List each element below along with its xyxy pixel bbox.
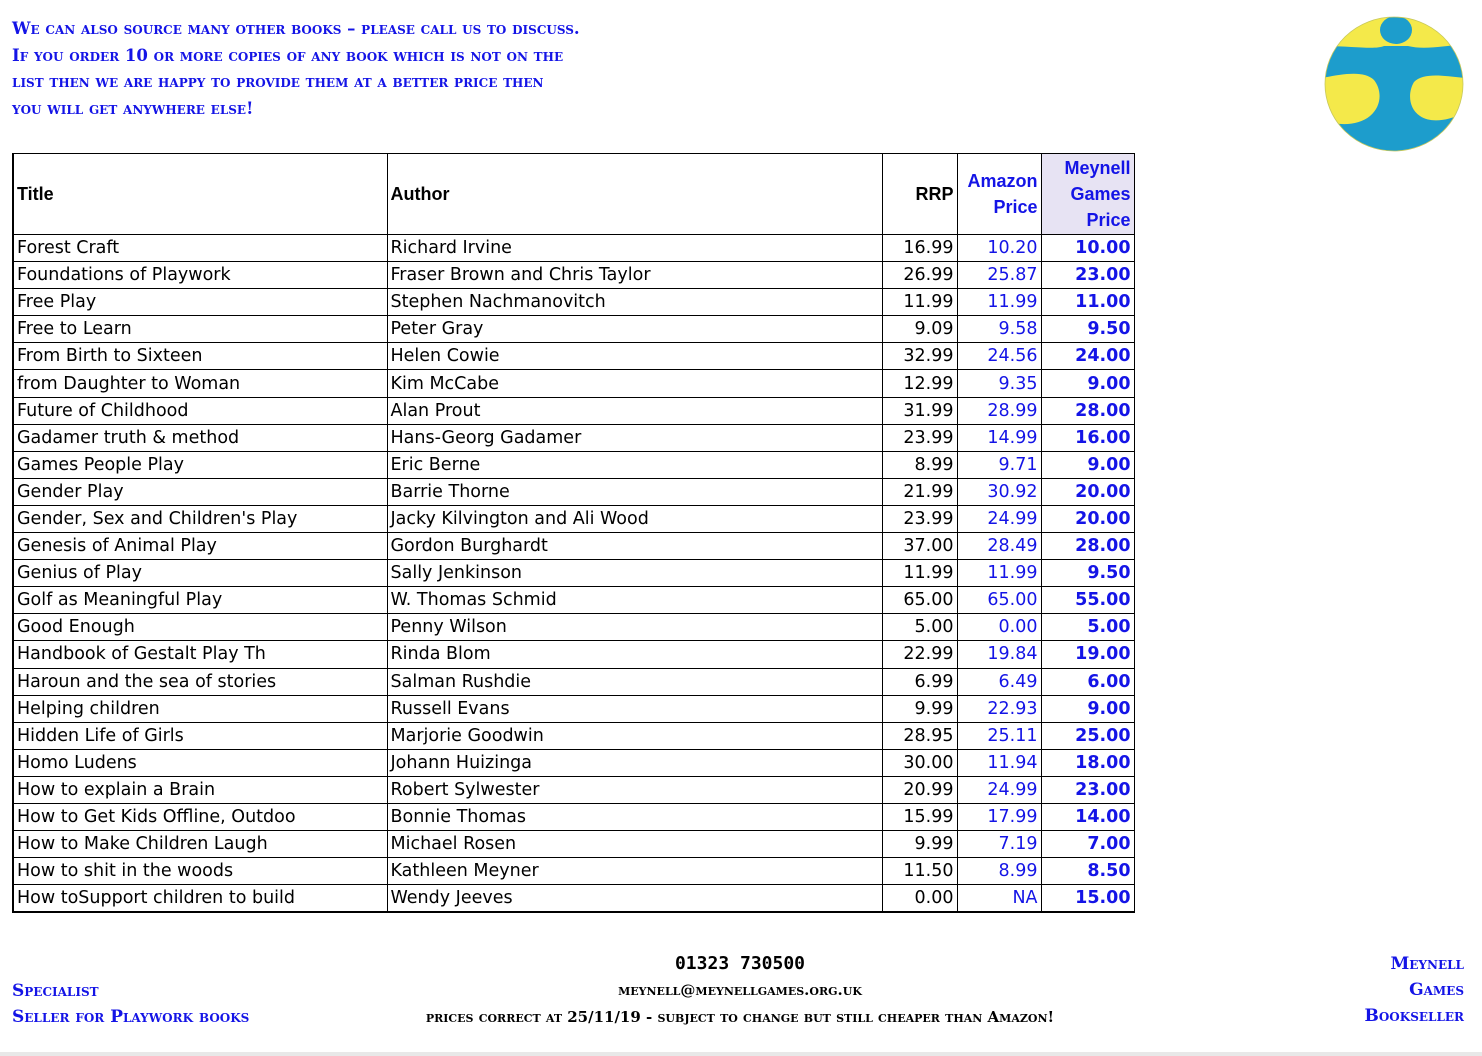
cell-title: How toSupport children to build [13, 885, 387, 913]
footer-brand [1364, 951, 1464, 1029]
header-line: Meynell [1064, 158, 1131, 178]
cell-amazon-price: 28.99 [957, 397, 1041, 424]
header-line: Price [993, 197, 1038, 217]
cell-rrp: 37.00 [882, 533, 957, 560]
cell-rrp: 8.99 [882, 451, 957, 478]
cell-meynell-price: 23.00 [1041, 776, 1134, 803]
cell-title: Free to Learn [13, 316, 387, 343]
cell-amazon-price: 11.99 [957, 560, 1041, 587]
cell-meynell-price: 18.00 [1041, 749, 1134, 776]
phone-number: 01323 730500 [674, 953, 806, 974]
cell-rrp: 28.95 [882, 722, 957, 749]
cell-meynell-price: 55.00 [1041, 587, 1134, 614]
cell-meynell-price: 20.00 [1041, 478, 1134, 505]
cell-author: Kathleen Meyner [387, 858, 882, 885]
cell-amazon-price: 11.99 [957, 289, 1041, 316]
cell-author: Peter Gray [387, 316, 882, 343]
cell-meynell-price: 28.00 [1041, 533, 1134, 560]
cell-title: Foundations of Playwork [13, 262, 387, 289]
cell-author: Eric Berne [387, 451, 882, 478]
table-row [13, 803, 1134, 830]
cell-rrp: 12.99 [882, 370, 957, 397]
cell-amazon-price: 9.58 [957, 316, 1041, 343]
cell-meynell-price: 7.00 [1041, 831, 1134, 858]
cell-title: Games People Play [13, 451, 387, 478]
table-row [13, 587, 1134, 614]
book-price-table [12, 153, 1135, 913]
table-row [13, 858, 1134, 885]
cell-title: Good Enough [13, 614, 387, 641]
cell-title: Genius of Play [13, 560, 387, 587]
cell-rrp: 65.00 [882, 587, 957, 614]
footer-contact [340, 950, 1140, 1031]
footer-left-line: Seller for Playwork books [12, 1007, 250, 1027]
cell-title: Haroun and the sea of stories [13, 668, 387, 695]
table-row [13, 316, 1134, 343]
table-row [13, 831, 1134, 858]
cell-meynell-price: 9.50 [1041, 560, 1134, 587]
cell-amazon-price: 22.93 [957, 695, 1041, 722]
cell-title: Handbook of Gestalt Play Th [13, 641, 387, 668]
cell-title: From Birth to Sixteen [13, 343, 387, 370]
cell-title: Free Play [13, 289, 387, 316]
cell-meynell-price: 11.00 [1041, 289, 1134, 316]
cell-amazon-price: 9.35 [957, 370, 1041, 397]
cell-amazon-price: NA [957, 885, 1041, 913]
cell-rrp: 23.99 [882, 424, 957, 451]
cell-title: from Daughter to Woman [13, 370, 387, 397]
cell-rrp: 21.99 [882, 478, 957, 505]
cell-amazon-price: 17.99 [957, 803, 1041, 830]
cell-title: Gender Play [13, 478, 387, 505]
cell-rrp: 32.99 [882, 343, 957, 370]
cell-author: Jacky Kilvington and Ali Wood [387, 505, 882, 532]
table-row [13, 560, 1134, 587]
cell-author: Johann Huizinga [387, 749, 882, 776]
cell-title: Future of Childhood [13, 397, 387, 424]
footer-right-line: Bookseller [1364, 1006, 1464, 1026]
cell-amazon-price: 24.56 [957, 343, 1041, 370]
cell-amazon-price: 8.99 [957, 858, 1041, 885]
cell-author: Salman Rushdie [387, 668, 882, 695]
meynell-games-logo-icon [1324, 16, 1464, 152]
intro-line: you will get anywhere else! [12, 98, 254, 118]
cell-title: How to explain a Brain [13, 776, 387, 803]
footer-left-line: Specialist [12, 981, 99, 1001]
cell-title: Forest Craft [13, 235, 387, 262]
column-header-rrp: RRP [882, 154, 957, 235]
cell-author: W. Thomas Schmid [387, 587, 882, 614]
cell-meynell-price: 15.00 [1041, 885, 1134, 913]
cell-title: How to shit in the woods [13, 858, 387, 885]
cell-rrp: 0.00 [882, 885, 957, 913]
cell-amazon-price: 24.99 [957, 776, 1041, 803]
table-row [13, 397, 1134, 424]
cell-meynell-price: 19.00 [1041, 641, 1134, 668]
table-row [13, 885, 1134, 913]
cell-author: Gordon Burghardt [387, 533, 882, 560]
cell-author: Michael Rosen [387, 831, 882, 858]
cell-amazon-price: 28.49 [957, 533, 1041, 560]
cell-rrp: 30.00 [882, 749, 957, 776]
cell-author: Fraser Brown and Chris Taylor [387, 262, 882, 289]
cell-meynell-price: 25.00 [1041, 722, 1134, 749]
cell-amazon-price: 19.84 [957, 641, 1041, 668]
cell-rrp: 15.99 [882, 803, 957, 830]
cell-amazon-price: 65.00 [957, 587, 1041, 614]
cell-rrp: 11.50 [882, 858, 957, 885]
column-header-amazon-price [957, 154, 1041, 235]
cell-rrp: 23.99 [882, 505, 957, 532]
cell-author: Penny Wilson [387, 614, 882, 641]
page-bottom-divider [0, 1052, 1482, 1056]
cell-rrp: 9.99 [882, 831, 957, 858]
cell-title: Gadamer truth & method [13, 424, 387, 451]
table-row [13, 424, 1134, 451]
price-notice: prices correct at 25/11/19 - subject to change but still cheaper than Amazon! [425, 1008, 1055, 1026]
table-row [13, 668, 1134, 695]
cell-rrp: 6.99 [882, 668, 957, 695]
cell-meynell-price: 5.00 [1041, 614, 1134, 641]
cell-author: Bonnie Thomas [387, 803, 882, 830]
cell-rrp: 26.99 [882, 262, 957, 289]
cell-meynell-price: 16.00 [1041, 424, 1134, 451]
cell-meynell-price: 10.00 [1041, 235, 1134, 262]
cell-title: Homo Ludens [13, 749, 387, 776]
cell-author: Richard Irvine [387, 235, 882, 262]
cell-title: Hidden Life of Girls [13, 722, 387, 749]
cell-amazon-price: 14.99 [957, 424, 1041, 451]
header-line: Price [1086, 210, 1131, 230]
cell-title: How to Get Kids Offline, Outdoo [13, 803, 387, 830]
cell-title: Golf as Meaningful Play [13, 587, 387, 614]
table-row [13, 289, 1134, 316]
cell-amazon-price: 9.71 [957, 451, 1041, 478]
cell-meynell-price: 20.00 [1041, 505, 1134, 532]
cell-meynell-price: 14.00 [1041, 803, 1134, 830]
cell-meynell-price: 9.00 [1041, 451, 1134, 478]
cell-title: Genesis of Animal Play [13, 533, 387, 560]
cell-author: Robert Sylwester [387, 776, 882, 803]
table-row [13, 749, 1134, 776]
cell-meynell-price: 24.00 [1041, 343, 1134, 370]
footer-right-line: Games [1409, 980, 1464, 1000]
column-header-meynell-price [1041, 154, 1134, 235]
table-row [13, 614, 1134, 641]
intro-line: We can also source many other books – please call us to discuss. [12, 19, 580, 38]
cell-author: Sally Jenkinson [387, 560, 882, 587]
column-header-author: Author [387, 154, 882, 235]
cell-amazon-price: 7.19 [957, 831, 1041, 858]
cell-rrp: 9.09 [882, 316, 957, 343]
cell-author: Russell Evans [387, 695, 882, 722]
intro-line: If you order 10 or more copies of any book which is not on the [12, 45, 564, 65]
intro-line: list then we are happy to provide them at a better price then [12, 72, 544, 91]
footer-right-line: Meynell [1390, 954, 1464, 974]
cell-title: How to Make Children Laugh [13, 831, 387, 858]
intro-text [12, 16, 632, 122]
cell-meynell-price: 23.00 [1041, 262, 1134, 289]
email-address: meynell@meynellgames.org.uk [618, 981, 862, 999]
cell-meynell-price: 9.00 [1041, 695, 1134, 722]
header-line: Games [1070, 184, 1131, 204]
cell-meynell-price: 8.50 [1041, 858, 1134, 885]
table-row [13, 641, 1134, 668]
cell-amazon-price: 25.11 [957, 722, 1041, 749]
cell-amazon-price: 24.99 [957, 505, 1041, 532]
cell-author: Rinda Blom [387, 641, 882, 668]
cell-amazon-price: 10.20 [957, 235, 1041, 262]
cell-meynell-price: 6.00 [1041, 668, 1134, 695]
cell-amazon-price: 25.87 [957, 262, 1041, 289]
cell-author: Alan Prout [387, 397, 882, 424]
table-row [13, 343, 1134, 370]
cell-rrp: 31.99 [882, 397, 957, 424]
cell-rrp: 22.99 [882, 641, 957, 668]
cell-meynell-price: 9.50 [1041, 316, 1134, 343]
cell-rrp: 5.00 [882, 614, 957, 641]
cell-author: Hans-Georg Gadamer [387, 424, 882, 451]
cell-rrp: 11.99 [882, 560, 957, 587]
cell-author: Marjorie Goodwin [387, 722, 882, 749]
cell-amazon-price: 30.92 [957, 478, 1041, 505]
cell-rrp: 11.99 [882, 289, 957, 316]
table-row [13, 262, 1134, 289]
table-row [13, 505, 1134, 532]
cell-author: Helen Cowie [387, 343, 882, 370]
cell-author: Barrie Thorne [387, 478, 882, 505]
table-row [13, 370, 1134, 397]
cell-rrp: 9.99 [882, 695, 957, 722]
column-header-title: Title [13, 154, 387, 235]
cell-meynell-price: 28.00 [1041, 397, 1134, 424]
table-header-row [13, 154, 1134, 235]
cell-author: Stephen Nachmanovitch [387, 289, 882, 316]
cell-amazon-price: 0.00 [957, 614, 1041, 641]
cell-author: Wendy Jeeves [387, 885, 882, 913]
cell-amazon-price: 6.49 [957, 668, 1041, 695]
header-line: Amazon [967, 171, 1038, 191]
footer-specialist-note [12, 978, 249, 1030]
cell-rrp: 20.99 [882, 776, 957, 803]
cell-title: Gender, Sex and Children's Play [13, 505, 387, 532]
cell-author: Kim McCabe [387, 370, 882, 397]
table-row [13, 722, 1134, 749]
cell-title: Helping children [13, 695, 387, 722]
table-row [13, 533, 1134, 560]
table-row [13, 478, 1134, 505]
cell-rrp: 16.99 [882, 235, 957, 262]
cell-meynell-price: 9.00 [1041, 370, 1134, 397]
cell-amazon-price: 11.94 [957, 749, 1041, 776]
table-row [13, 235, 1134, 262]
table-row [13, 695, 1134, 722]
table-row [13, 776, 1134, 803]
table-row [13, 451, 1134, 478]
